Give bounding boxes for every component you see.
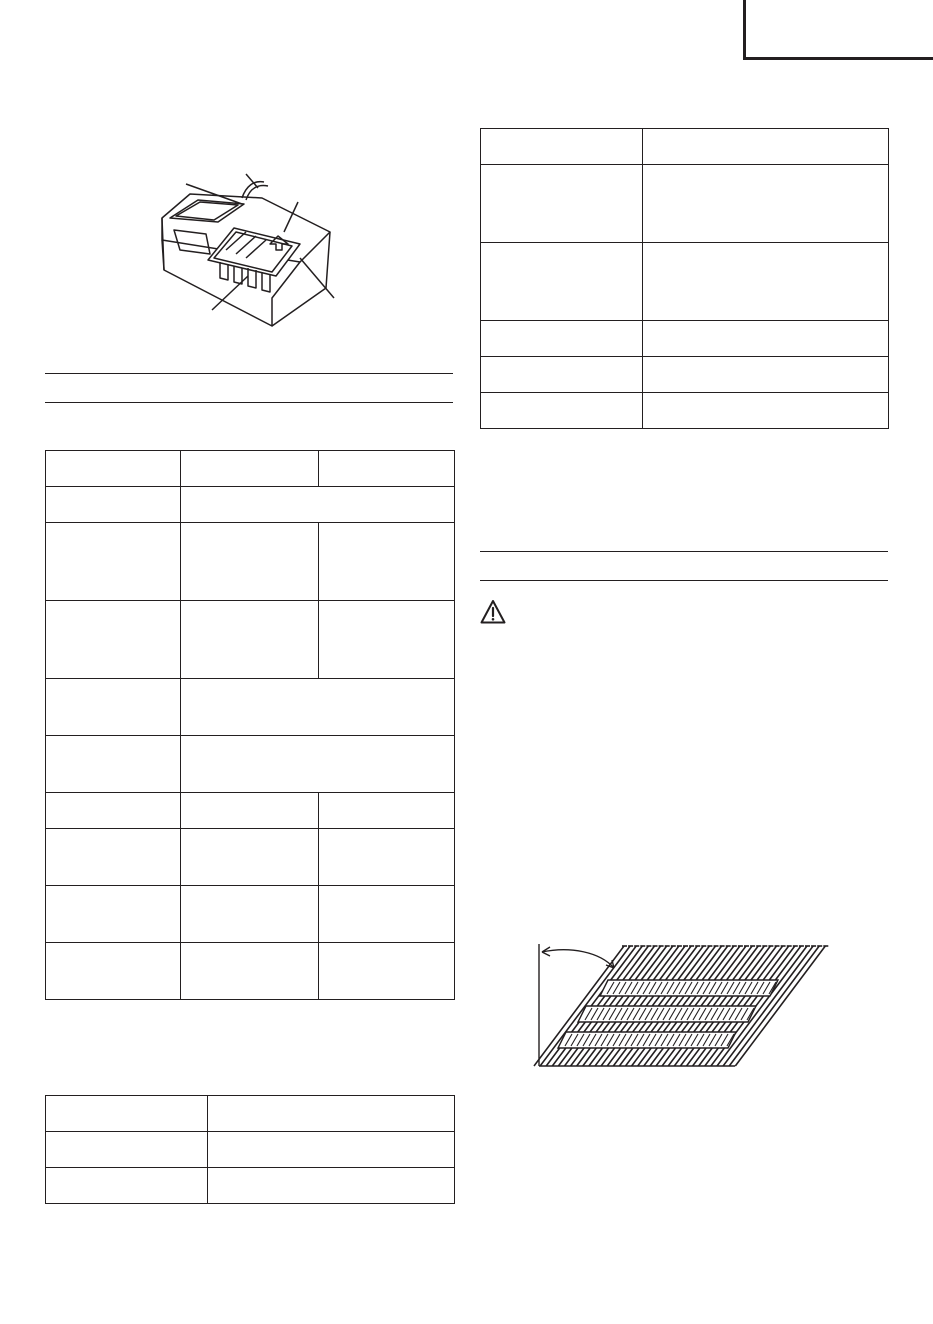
table-cell bbox=[481, 165, 643, 243]
table-row bbox=[481, 357, 889, 393]
table-cell bbox=[181, 886, 319, 943]
table-cell bbox=[481, 129, 643, 165]
table-cell bbox=[46, 793, 181, 829]
language-tab bbox=[743, 0, 933, 60]
table-cell bbox=[319, 943, 455, 1000]
table-cell bbox=[181, 829, 319, 886]
table-cell bbox=[181, 793, 319, 829]
table-row bbox=[46, 736, 455, 793]
table-cell bbox=[46, 943, 181, 1000]
table-cell bbox=[643, 165, 889, 243]
table-cell bbox=[46, 829, 181, 886]
table-cell bbox=[643, 243, 889, 321]
table-cell bbox=[643, 357, 889, 393]
table-cell bbox=[46, 886, 181, 943]
section-rule-top bbox=[45, 373, 453, 374]
table-row bbox=[46, 1096, 455, 1132]
table-cell bbox=[208, 1168, 455, 1204]
specifications-table bbox=[45, 450, 455, 1000]
table-cell bbox=[319, 601, 455, 679]
table-cell bbox=[181, 523, 319, 601]
table-row bbox=[46, 829, 455, 886]
table-cell bbox=[181, 487, 455, 523]
table-cell bbox=[319, 829, 455, 886]
table-cell bbox=[181, 943, 319, 1000]
table-cell bbox=[181, 736, 455, 793]
table-cell bbox=[643, 129, 889, 165]
table-row bbox=[46, 1168, 455, 1204]
table-row bbox=[46, 1132, 455, 1168]
table-row bbox=[46, 793, 455, 829]
upper-right-table bbox=[480, 128, 889, 429]
table-row bbox=[46, 601, 455, 679]
table-cell bbox=[643, 393, 889, 429]
table-cell bbox=[181, 451, 319, 487]
table-cell bbox=[46, 601, 181, 679]
table-cell bbox=[46, 679, 181, 736]
table-row bbox=[46, 523, 455, 601]
warning-triangle-icon bbox=[480, 599, 506, 625]
table-cell bbox=[46, 1132, 208, 1168]
section-rule-top bbox=[480, 551, 888, 552]
table-row bbox=[481, 393, 889, 429]
table-row bbox=[46, 943, 455, 1000]
table-cell bbox=[46, 1168, 208, 1204]
section-rule-bottom bbox=[480, 580, 888, 581]
table-row bbox=[481, 165, 889, 243]
table-cell bbox=[46, 523, 181, 601]
table-cell bbox=[46, 1096, 208, 1132]
table-cell bbox=[46, 451, 181, 487]
table-row bbox=[481, 321, 889, 357]
table-row bbox=[46, 886, 455, 943]
table-row bbox=[481, 243, 889, 321]
table-cell bbox=[46, 487, 181, 523]
table-cell bbox=[481, 243, 643, 321]
table-cell bbox=[481, 357, 643, 393]
table-row bbox=[46, 487, 455, 523]
table-cell bbox=[46, 736, 181, 793]
table-cell bbox=[181, 601, 319, 679]
table-row bbox=[46, 679, 455, 736]
table-cell bbox=[208, 1096, 455, 1132]
table-cell bbox=[181, 679, 455, 736]
table-cell bbox=[643, 321, 889, 357]
table-cell bbox=[481, 393, 643, 429]
lower-left-table bbox=[45, 1095, 455, 1204]
table-cell bbox=[481, 321, 643, 357]
table-cell bbox=[319, 793, 455, 829]
table-cell bbox=[319, 523, 455, 601]
section-rule-bottom bbox=[45, 402, 453, 403]
table-cell bbox=[319, 886, 455, 943]
table-row bbox=[46, 451, 455, 487]
table-cell bbox=[208, 1132, 455, 1168]
table-row bbox=[481, 129, 889, 165]
nail-strip-icon bbox=[530, 938, 840, 1073]
table-cell bbox=[319, 451, 455, 487]
battery-charger-icon bbox=[150, 158, 340, 338]
